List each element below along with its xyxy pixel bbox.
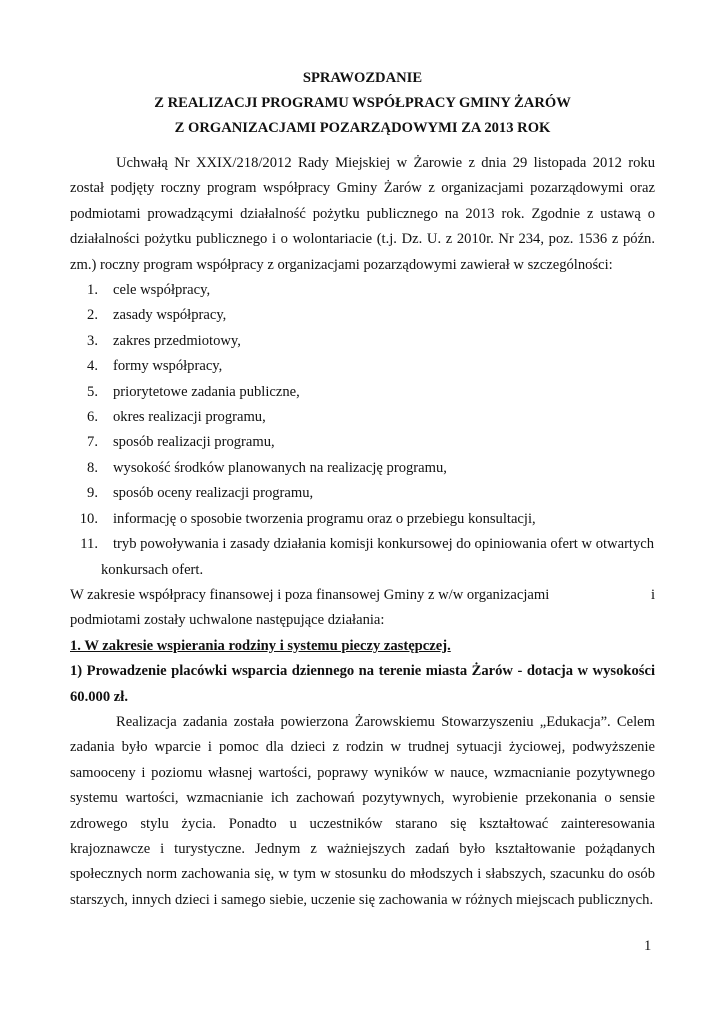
list-item: [70, 507, 655, 532]
list-item-number: 1.: [87, 282, 98, 299]
subsection-paragraph: Realizacja zadania została powierzona Żarowskiemu Stowarzyszeniu „Edukacja”. Celem zadania było wparcie i pomoc dla dzieci z rodzin w trudnej sytuacji życiowej, podwyższenie samooceny i poziomu własnej wartości, poprawy wyników w nauce, wzmacnianie pozytywnego systemu wartości, wzmacnianie ich zachowań pozytywnych, wyrobienie przekonania o sensie zdrowego stylu życia. Ponadto u uczestników starano się kształtować zainteresowania krajoznawcze i turystyczne. Jednym z ważniejszych zadań było kształtowanie pożądanych społecznych norm zachowania się, w tym w stosunku do młodszych i słabszych, szacunku do osób starszych, innych dzieci i samego siebie, uczenie się zachowania w różnych miejscach publicznych.: [70, 713, 655, 908]
list-item: [70, 430, 655, 455]
list-item-text: wysokość środków planowanych na realizację programu,: [113, 459, 447, 476]
list-item-text: sposób realizacji programu,: [113, 434, 275, 451]
list-item-text: priorytetowe zadania publiczne,: [113, 383, 300, 400]
document-title: [70, 66, 655, 141]
cooperation-text-left: W zakresie współpracy finansowej i poza finansowej Gminy z w/w organizacjami: [70, 586, 550, 603]
list-item-number: 10.: [79, 510, 98, 527]
section-heading: 1. W zakresie wspierania rodziny i systemu pieczy zastępczej.: [70, 637, 451, 654]
list-item: [70, 354, 655, 379]
list-item-text: formy współpracy,: [113, 358, 223, 375]
list-item: [70, 532, 655, 583]
list-item-text: cele współpracy,: [113, 282, 211, 299]
cooperation-line: [70, 583, 655, 608]
list-item-text: zakres przedmiotowy,: [113, 332, 241, 349]
title-line-2: Z REALIZACJI PROGRAMU WSPÓŁPRACY GMINY ŻARÓW: [154, 95, 571, 111]
subsection-heading: 1) Prowadzenie placówki wsparcia dziennego na terenie miasta Żarów - dotacja w wysokości 60.000 zł.: [70, 663, 655, 705]
list-item-text: sposób oceny realizacji programu,: [113, 485, 314, 502]
intro-paragraph: Uchwałą Nr XXIX/218/2012 Rady Miejskiej w Żarowie z dnia 29 listopada 2012 roku został podjęty roczny program współpracy Gminy Żarów z organizacjami pozarządowymi oraz podmiotami prowadzącymi działalność pożytku publicznego na 2013 rok. Zgodnie z ustawą o działalności pożytku publicznego i o wolontariacie (t.j. Dz. U. z 2010r. Nr 234, poz. 1536 z późn. zm.) roczny program współpracy z organizacjami pozarządowymi zawierał w szczególności:: [70, 155, 655, 273]
program-elements-list: [70, 278, 655, 583]
list-item: [70, 329, 655, 354]
list-item: [70, 481, 655, 506]
list-item-number: 2.: [87, 307, 98, 324]
cooperation-text-line-2: podmiotami zostały uchwalone następujące działania:: [70, 612, 385, 629]
list-item-number: 3.: [87, 332, 98, 349]
document-page: [70, 66, 655, 913]
list-item-number: 4.: [87, 358, 98, 375]
list-item-number: 7.: [87, 434, 98, 451]
list-item: [70, 405, 655, 430]
cooperation-text-right: i: [650, 586, 655, 603]
list-item-number: 6.: [87, 409, 98, 426]
list-item: [70, 456, 655, 481]
list-item: [70, 380, 655, 405]
list-item-number: 9.: [87, 485, 98, 502]
title-line-1: SPRAWOZDANIE: [302, 70, 423, 86]
list-item: [70, 278, 655, 303]
list-item-text: zasady współpracy,: [113, 307, 227, 324]
page-number: 1: [644, 938, 652, 954]
list-item-number: 11.: [80, 536, 98, 553]
list-item-text: tryb powoływania i zasady działania komisji konkursowej do opiniowania ofert w otwartych: [113, 536, 655, 553]
title-line-3: Z ORGANIZACJAMI POZARZĄDOWYMI ZA 2013 ROK: [174, 120, 551, 136]
list-item-text: okres realizacji programu,: [113, 409, 266, 426]
list-item-text: informację o sposobie tworzenia programu oraz o przebiegu konsultacji,: [113, 510, 536, 527]
list-item-text-continued: konkursach ofert.: [101, 561, 204, 578]
list-item: [70, 303, 655, 328]
list-item-number: 8.: [87, 459, 98, 476]
list-item-number: 5.: [87, 383, 98, 400]
